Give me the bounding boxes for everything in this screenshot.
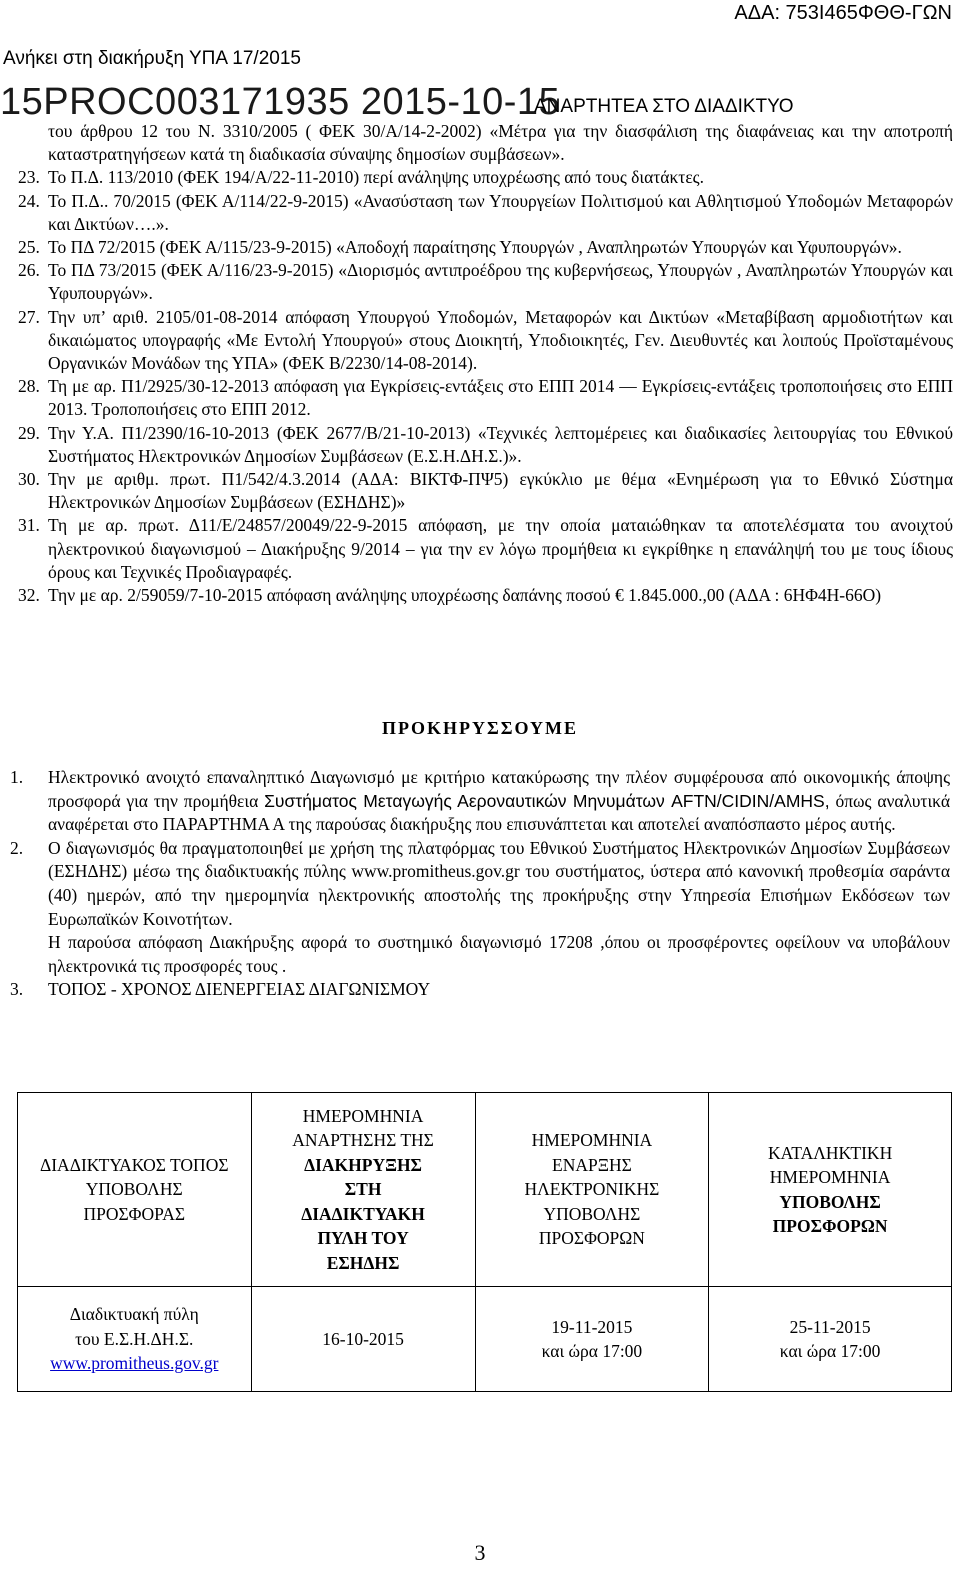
list-item-number: 3. (10, 979, 24, 1000)
list-item-number: 26. (18, 260, 40, 281)
table-header-row (18, 1093, 952, 1287)
list-item-text: Το Π.Δ. 113/2010 (ΦΕΚ 194/Α/22-11-2010) περί ανάληψης υποχρέωσης από τους διατάκτες. (48, 167, 704, 188)
list-item-text: Τη με αρ. πρωτ. Δ11/Ε/24857/20049/22-9-2015 απόφαση, με την οποία ματαιώθηκαν τα αποτελέσματα του ανοιχτού ηλεκτρονικού διαγωνισμού – Διακήρυξης 9/2014 – για την εν λόγω προμήθεια κι εγκρίθηκε η επανάληψή του με τους ίδιους όρους και Τεχνικές Προδιαγραφές. (48, 515, 953, 582)
table-header-cell: ΔΙΑΔΙΚΤΥΑΚΟΣ ΤΟΠΟΣ ΥΠΟΒΟΛΗΣ ΠΡΟΣΦΟΡΑΣ (18, 1093, 252, 1287)
list-item (10, 978, 950, 1002)
table-header-cell: ΚΑΤΑΛΗΚΤΙΚΗ ΗΜΕΡΟΜΗΝΙΑ ΥΠΟΒΟΛΗΣ ΠΡΟΣΦΟΡΩΝ (709, 1093, 952, 1287)
stamp-code: 15PROC003171935 2015-10-15 (0, 81, 561, 123)
list-item-number: 24. (18, 190, 40, 211)
list-item-text: Τη με αρ. Π1/2925/30-12-2013 απόφαση για Εγκρίσεις-εντάξεις στο ΕΠΠ 2014 — Εγκρίσεις-εντάξεις τροποποιήσεις στο ΕΠΠ 2013. Τροποποιήσεις στο ΕΠΠ 2012. (48, 376, 953, 420)
table-header-cell: ΗΜΕΡΟΜΗΝΙΑ ΑΝΑΡΤΗΣΗΣ ΤΗΣ ΔΙΑΚΗΡΥΞΗΣ ΣΤΗ ΔΙΑΔΙΚΤΥΑΚΗ ΠΥΛΗ ΤΟΥ ΕΣΗΔΗΣ (251, 1093, 475, 1287)
portal-link[interactable]: www.promitheus.gov.gr (50, 1353, 219, 1374)
list-item (18, 120, 953, 166)
list-item-text: Το ΠΔ 72/2015 (ΦΕΚ Α/115/23-9-2015) «Αποδοχή παραίτησης Υπουργών , Αναπληρωτών Υπουργών και Υφυπουργών». (48, 237, 902, 258)
table-cell-posting-date: 16-10-2015 (251, 1287, 475, 1392)
list-item (18, 514, 953, 584)
list-item (18, 166, 953, 189)
list-item-number: 32. (18, 585, 40, 606)
list-item (18, 584, 953, 607)
list-item-text-cont: όπως αναλυτικά αναφέρεται στο ΠΑΡΑΡΤΗΜΑ Α της παρούσας διακήρυξης που επισυνάπτεται και αποτελεί αναπόσπαστο μέρος αυτής. (48, 790, 950, 835)
section-heading: ΠΡΟΚΗΡΥΣΣΟΥΜΕ (381, 718, 579, 738)
table-cell-start-date: 19-11-2015 και ώρα 17:00 (475, 1287, 709, 1392)
list-item (18, 468, 953, 514)
legal-basis-list (18, 120, 953, 607)
list-item (18, 422, 953, 468)
list-item-number: 2. (10, 837, 24, 858)
list-item-text: ΤΟΠΟΣ - ΧΡΟΝΟΣ ΔΙΕΝΕΡΓΕΙΑΣ ΔΙΑΓΩΝΙΣΜΟΥ (48, 979, 431, 1000)
belongs-to-declaration: Ανήκει στη διακήρυξη ΥΠΑ 17/2015 (3, 48, 301, 69)
paragraph: Η παρούσα απόφαση Διακήρυξης αφορά το συστημικό διαγωνισμό 17208 ,όπου οι προσφέροντες οφείλουν να υποβάλουν ηλεκτρονικά τις προσφορές τους . (48, 932, 950, 976)
system-name: Συστήματος Μεταγωγής Αεροναυτικών Μηνυμάτων AFTN/CIDIN/AMHS, (264, 790, 830, 811)
table-header-cell: ΗΜΕΡΟΜΗΝΙΑ ΕΝΑΡΞΗΣ ΗΛΕΚΤΡΟΝΙΚΗΣ ΥΠΟΒΟΛΗΣ ΠΡΟΣΦΟΡΩΝ (475, 1093, 709, 1287)
list-item-text: Ο διαγωνισμός θα πραγματοποιηθεί με χρήση της πλατφόρμας του Εθνικού Συστήματος Ηλεκτρονικών Δημοσίων Συμβάσεων (ΕΣΗΔΗΣ) μέσω της διαδικτυακής πύλης www.promitheus.gov.gr του συστήματος, ύστερα από κανονική προθεσμία σαράντα (40) ημερών, από την ημερομηνία ηλεκτρονικής αποστολής της προκήρυξης στην Υπηρεσία Επισήμων Εκδόσεων των Ευρωπαϊκών Κοινοτήτων. (48, 837, 950, 929)
list-item-number: 30. (18, 469, 40, 490)
page-number: 3 (474, 1540, 486, 1565)
list-item-number: 25. (18, 237, 40, 258)
list-item (10, 766, 950, 837)
stamp-post-online: ΑΝΑΡΤΗΤΕΑ ΣΤΟ ΔΙΑΔΙΚΤΥΟ (534, 96, 794, 117)
list-item (18, 375, 953, 421)
declaration-list (10, 766, 950, 1002)
list-item-text: Το ΠΔ 73/2015 (ΦΕΚ Α/116/23-9-2015) «Διορισμός αντιπροέδρου της κυβερνήσεως, Υπουργών , Αναπληρωτών Υπουργών και Υφυπουργών». (48, 260, 953, 304)
table-row (18, 1287, 952, 1392)
list-item-number: 23. (18, 167, 40, 188)
list-item-text: Το Π.Δ.. 70/2015 (ΦΕΚ Α/114/22-9-2015) «Ανασύσταση των Υπουργείων Πολιτισμού και Αθλητισμού Υποδομών Μεταφορών και Δικτύων….». (48, 190, 953, 234)
list-item-number: 1. (10, 767, 24, 787)
list-item (18, 190, 953, 236)
schedule-table (17, 1092, 952, 1392)
list-item-text: Την με αριθμ. πρωτ. Π1/542/4.3.2014 (ΑΔΑ: ΒΙΚΤΦ-ΠΨ5) εγκύκλιο με θέμα «Ενημέρωση για το Εθνικό Σύστημα Ηλεκτρονικών Δημοσίων Συμβάσεων (ΕΣΗΔΗΣ)» (48, 469, 953, 513)
list-item (18, 236, 953, 259)
list-item-number: 28. (18, 376, 40, 397)
list-item-text: Την Υ.Α. Π1/2390/16-10-2013 (ΦΕΚ 2677/Β/21-10-2013) «Τεχνικές λεπτομέρειες και διαδικασίες λειτουργίας του Εθνικού Συστήματος Ηλεκτρονικών Δημοσίων Συμβάσεων (Ε.Σ.Η.ΔΗ.Σ.)». (48, 422, 953, 466)
list-item-number: 27. (18, 306, 40, 327)
list-item-number: 31. (18, 515, 40, 536)
list-item-number: 29. (18, 422, 40, 443)
list-item-text: Την με αρ. 2/59059/7-10-2015 απόφαση ανάληψης υποχρέωσης δαπάνης ποσού € 1.845.000.,00 (ΑΔΑ : 6ΗΦ4Η-66Ο) (48, 585, 882, 606)
table-cell-portal: Διαδικτυακή πύλη του Ε.Σ.Η.ΔΗ.Σ. www.promitheus.gov.gr (18, 1287, 252, 1392)
table-cell-end-date: 25-11-2015 και ώρα 17:00 (709, 1287, 952, 1392)
list-item (18, 259, 953, 305)
list-item-text: Ηλεκτρονικό ανοιχτό επαναληπτικό Διαγωνισμό με κριτήριο κατακύρωσης την πλέον συμφέρουσα από οικονομικής άποψης προσφορά για την προμήθεια (48, 767, 950, 811)
list-item-text: Την υπ’ αριθ. 2105/01-08-2014 απόφαση Υπουργού Υποδομών, Μεταφορών και Δικτύων «Μεταβίβαση αρμοδιοτήτων και δικαιώματος υπογραφής «Με Εντολή Υπουργού» στους Διοικητή, Υποδιοικητές, Γεν. Διευθυντές και λοιπούς Προϊσταμένους Οργανικών Μονάδων της ΥΠΑ» (ΦΕΚ Β/2230/14-08-2014). (48, 306, 953, 374)
list-item (18, 306, 953, 376)
list-item (10, 837, 950, 931)
ada-code: ΑΔΑ: 753Ι465ΦΘΘ-ΓΩΝ (734, 2, 952, 24)
list-item-text: του άρθρου 12 του Ν. 3310/2005 ( ΦΕΚ 30/Α/14-2-2002) «Μέτρα για την διασφάλιση της διαφάνειας και την αποτροπή καταστρατηγήσεων κατά τη διαδικασία σύναψης δημοσίων συμβάσεων». (48, 121, 953, 165)
